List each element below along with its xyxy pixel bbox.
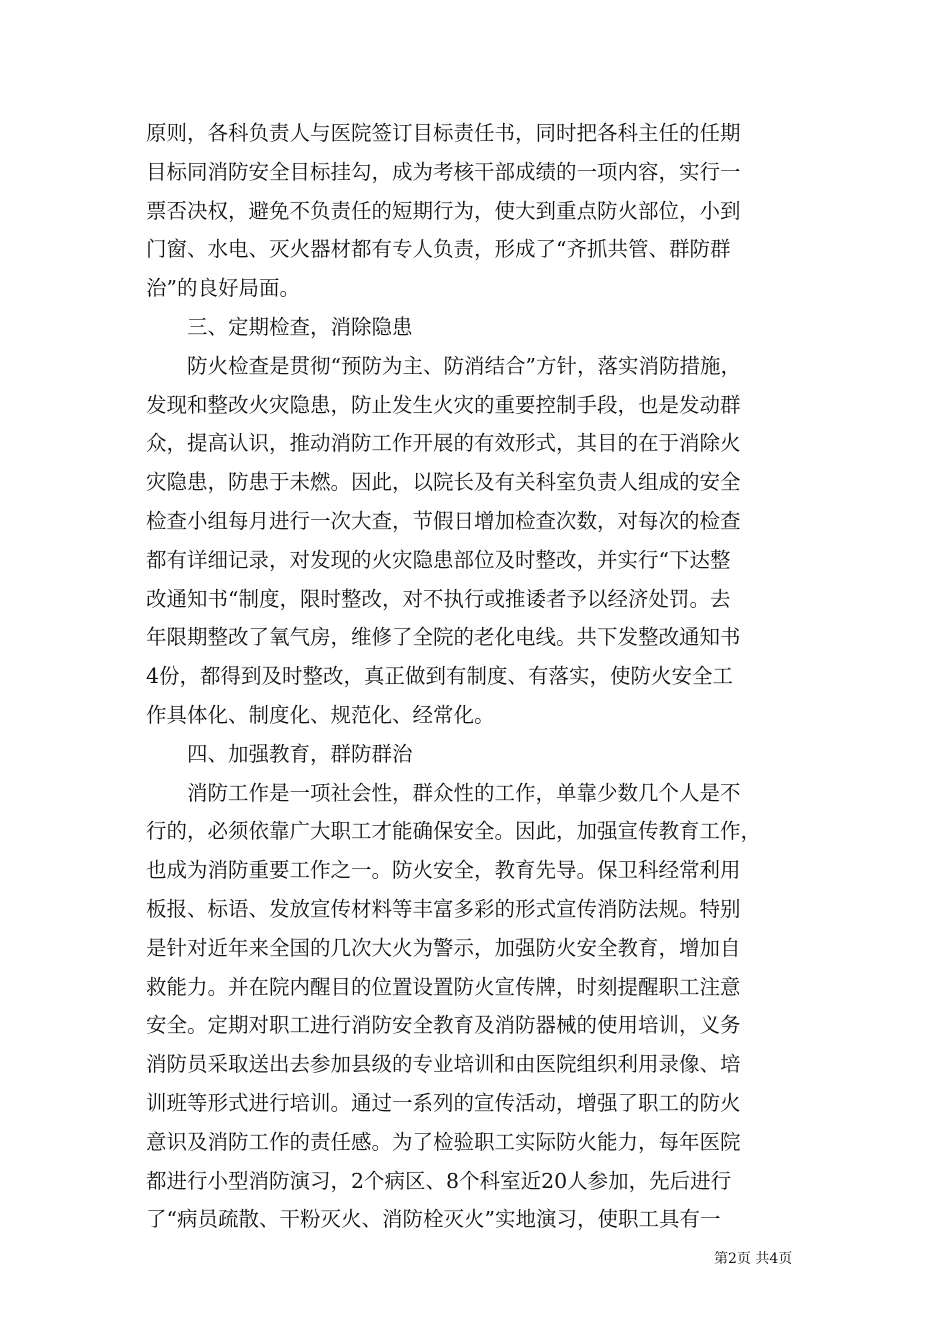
text-line: 治”的良好局面。 (146, 276, 300, 301)
text-line: 消防工作是一项社会性，群众性的工作，单靠少数几个人是不 (187, 780, 741, 805)
text-line: 也成为消防重要工作之一。防火安全，教育先导。保卫科经常利用 (146, 858, 741, 883)
text-line: 票否决权，避免不负责任的短期行为，使大到重点防火部位，小到 (146, 198, 741, 223)
text-line: 都有详细记录，对发现的火灾隐患部位及时整改，并实行“下达整 (146, 547, 731, 572)
text-line: 作具体化、制度化、规范化、经常化。 (146, 702, 495, 727)
text-line: 行的，必须依靠广大职工才能确保安全。因此，加强宣传教育工作， (146, 819, 761, 844)
text-line: 三、定期检查，消除隐患 (187, 314, 413, 339)
text-line: 安全。定期对职工进行消防安全教育及消防器械的使用培训，义务 (146, 1013, 741, 1038)
page-number-footer: 第2页 共4页 (714, 1251, 793, 1267)
text-line: 是针对近年来全国的几次大火为警示，加强防火安全教育，增加自 (146, 935, 741, 960)
text-line: 防火检查是贯彻“预防为主、防消结合”方针，落实消防措施， (187, 353, 741, 378)
text-line: 年限期整改了氧气房，维修了全院的老化电线。共下发整改通知书 (146, 625, 741, 650)
text-line: 改通知书“制度，限时整改，对不执行或推诿者予以经济处罚。去 (146, 586, 731, 611)
text-line: 训班等形式进行培训。通过一系列的宣传活动，增强了职工的防火 (146, 1090, 741, 1115)
text-line: 发现和整改火灾隐患，防止发生火灾的重要控制手段，也是发动群 (146, 392, 741, 417)
text-line: 意识及消防工作的责任感。为了检验职工实际防火能力，每年医院 (146, 1129, 741, 1154)
text-line: 原则，各科负责人与医院签订目标责任书，同时把各科主任的任期 (146, 121, 741, 145)
text-line: 救能力。并在院内醒目的位置设置防火宣传牌，时刻提醒职工注意 (146, 974, 741, 999)
text-line: 灾隐患，防患于未燃。因此，以院长及有关科室负责人组成的安全 (146, 470, 741, 495)
text-line: 4份，都得到及时整改，真正做到有制度、有落实，使防火安全工 (146, 664, 734, 689)
text-line: 检查小组每月进行一次大查，节假日增加检查次数，对每次的检查 (146, 508, 741, 533)
text-line: 众，提高认识，推动消防工作开展的有效形式，其目的在于消除火 (146, 431, 741, 456)
text-line: 都进行小型消防演习，2个病区、8个科室近20人参加，先后进行 (146, 1168, 732, 1193)
text-line: 了“病员疏散、干粉灭火、消防栓灭火”实地演习，使职工具有一 (146, 1207, 721, 1232)
text-line: 目标同消防安全目标挂勾，成为考核干部成绩的一项内容，实行一 (146, 159, 741, 184)
text-line: 板报、标语、发放宣传材料等丰富多彩的形式宣传消防法规。特别 (146, 896, 741, 921)
document-body (146, 114, 810, 1239)
text-line: 四、加强教育，群防群治 (187, 741, 413, 766)
text-line: 消防员采取送出去参加县级的专业培训和由医院组织利用录像、培 (146, 1052, 741, 1077)
text-line: 门窗、水电、灭火器材都有专人负责，形成了“齐抓共管、群防群 (146, 237, 731, 262)
